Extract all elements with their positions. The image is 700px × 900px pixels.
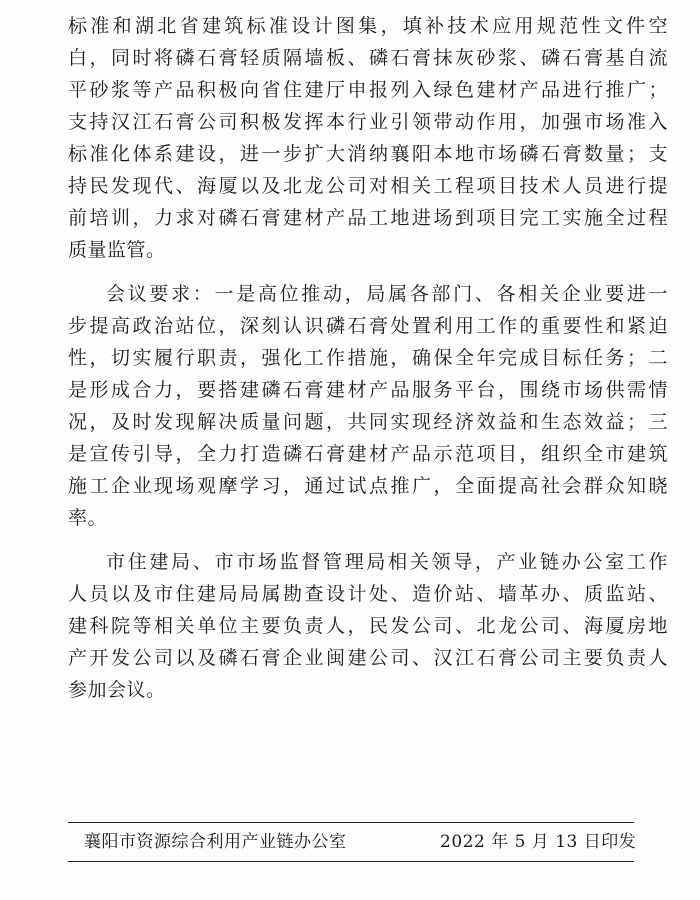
paragraph-1-line: 白，同时将磷石膏轻质隔墙板、磷石膏抹灰砂浆、磷石膏基自流 [68, 47, 668, 69]
paragraph-3-line: 参加会议。 [68, 679, 166, 701]
paragraph-1-line: 持民发现代、海厦以及北龙公司对相关工程项目技术人员进行提 [68, 175, 668, 197]
paragraph-3-line: 建科院等相关单位主要负责人，民发公司、北龙公司、海厦房地 [68, 615, 668, 637]
paragraph-2-line: 施工企业现场观摩学习，通过试点推广，全面提高社会群众知晓 [68, 475, 668, 497]
footer-issue-date: 2022 年 5 月 13 日印发 [440, 832, 637, 852]
paragraph-3-line: 市住建局、市市场监督管理局相关领导，产业链办公室工作 [106, 551, 668, 573]
paragraph-1-line: 平砂浆等产品积极向省住建厅申报列入绿色建材产品进行推广； [68, 79, 668, 101]
paragraph-1-line: 标准和湖北省建筑标准设计图集，填补技术应用规范性文件空 [68, 15, 668, 37]
paragraph-1-line: 前培训，力求对磷石膏建材产品工地进场到项目完工实施全过程 [68, 207, 668, 229]
paragraph-gap [68, 266, 668, 278]
footer-issuer: 襄阳市资源综合利用产业链办公室 [84, 832, 347, 852]
footer-top-rule [68, 822, 634, 823]
paragraph-2-line: 是形成合力，要搭建磷石膏建材产品服务平台，围绕市场供需情 [68, 379, 668, 401]
paragraph-2-line: 会议要求：一是高位推动，局属各部门、各相关企业要进一 [106, 283, 668, 305]
document-body [68, 10, 668, 706]
paragraph-1 [68, 10, 668, 266]
paragraph-2-line: 步提高政治站位，深刻认识磷石膏处置利用工作的重要性和紧迫 [68, 315, 668, 337]
paragraph-1-line: 质量监管。 [68, 239, 166, 261]
paragraph-3-line: 人员以及市住建局局属勘查设计处、造价站、墙革办、质监站、 [68, 583, 668, 605]
paragraph-2-line: 况，及时发现解决质量问题，共同实现经济效益和生态效益；三 [68, 411, 668, 433]
footer-bottom-rule [68, 861, 634, 862]
paragraph-3 [68, 546, 668, 706]
paragraph-2-line: 性，切实履行职责，强化工作措施，确保全年完成目标任务；二 [68, 347, 668, 369]
paragraph-gap [68, 534, 668, 546]
paragraph-2-line: 是宣传引导，全力打造磷石膏建材产品示范项目，组织全市建筑 [68, 443, 668, 465]
paragraph-2 [68, 278, 668, 534]
paragraph-1-line: 支持汉江石膏公司积极发挥本行业引领带动作用，加强市场准入 [68, 111, 668, 133]
paragraph-3-line: 产开发公司以及磷石膏企业闽建公司、汉江石膏公司主要负责人 [68, 647, 668, 669]
paragraph-2-line: 率。 [68, 507, 108, 529]
paragraph-1-line: 标准化体系建设，进一步扩大消纳襄阳本地市场磷石膏数量；支 [68, 143, 668, 165]
